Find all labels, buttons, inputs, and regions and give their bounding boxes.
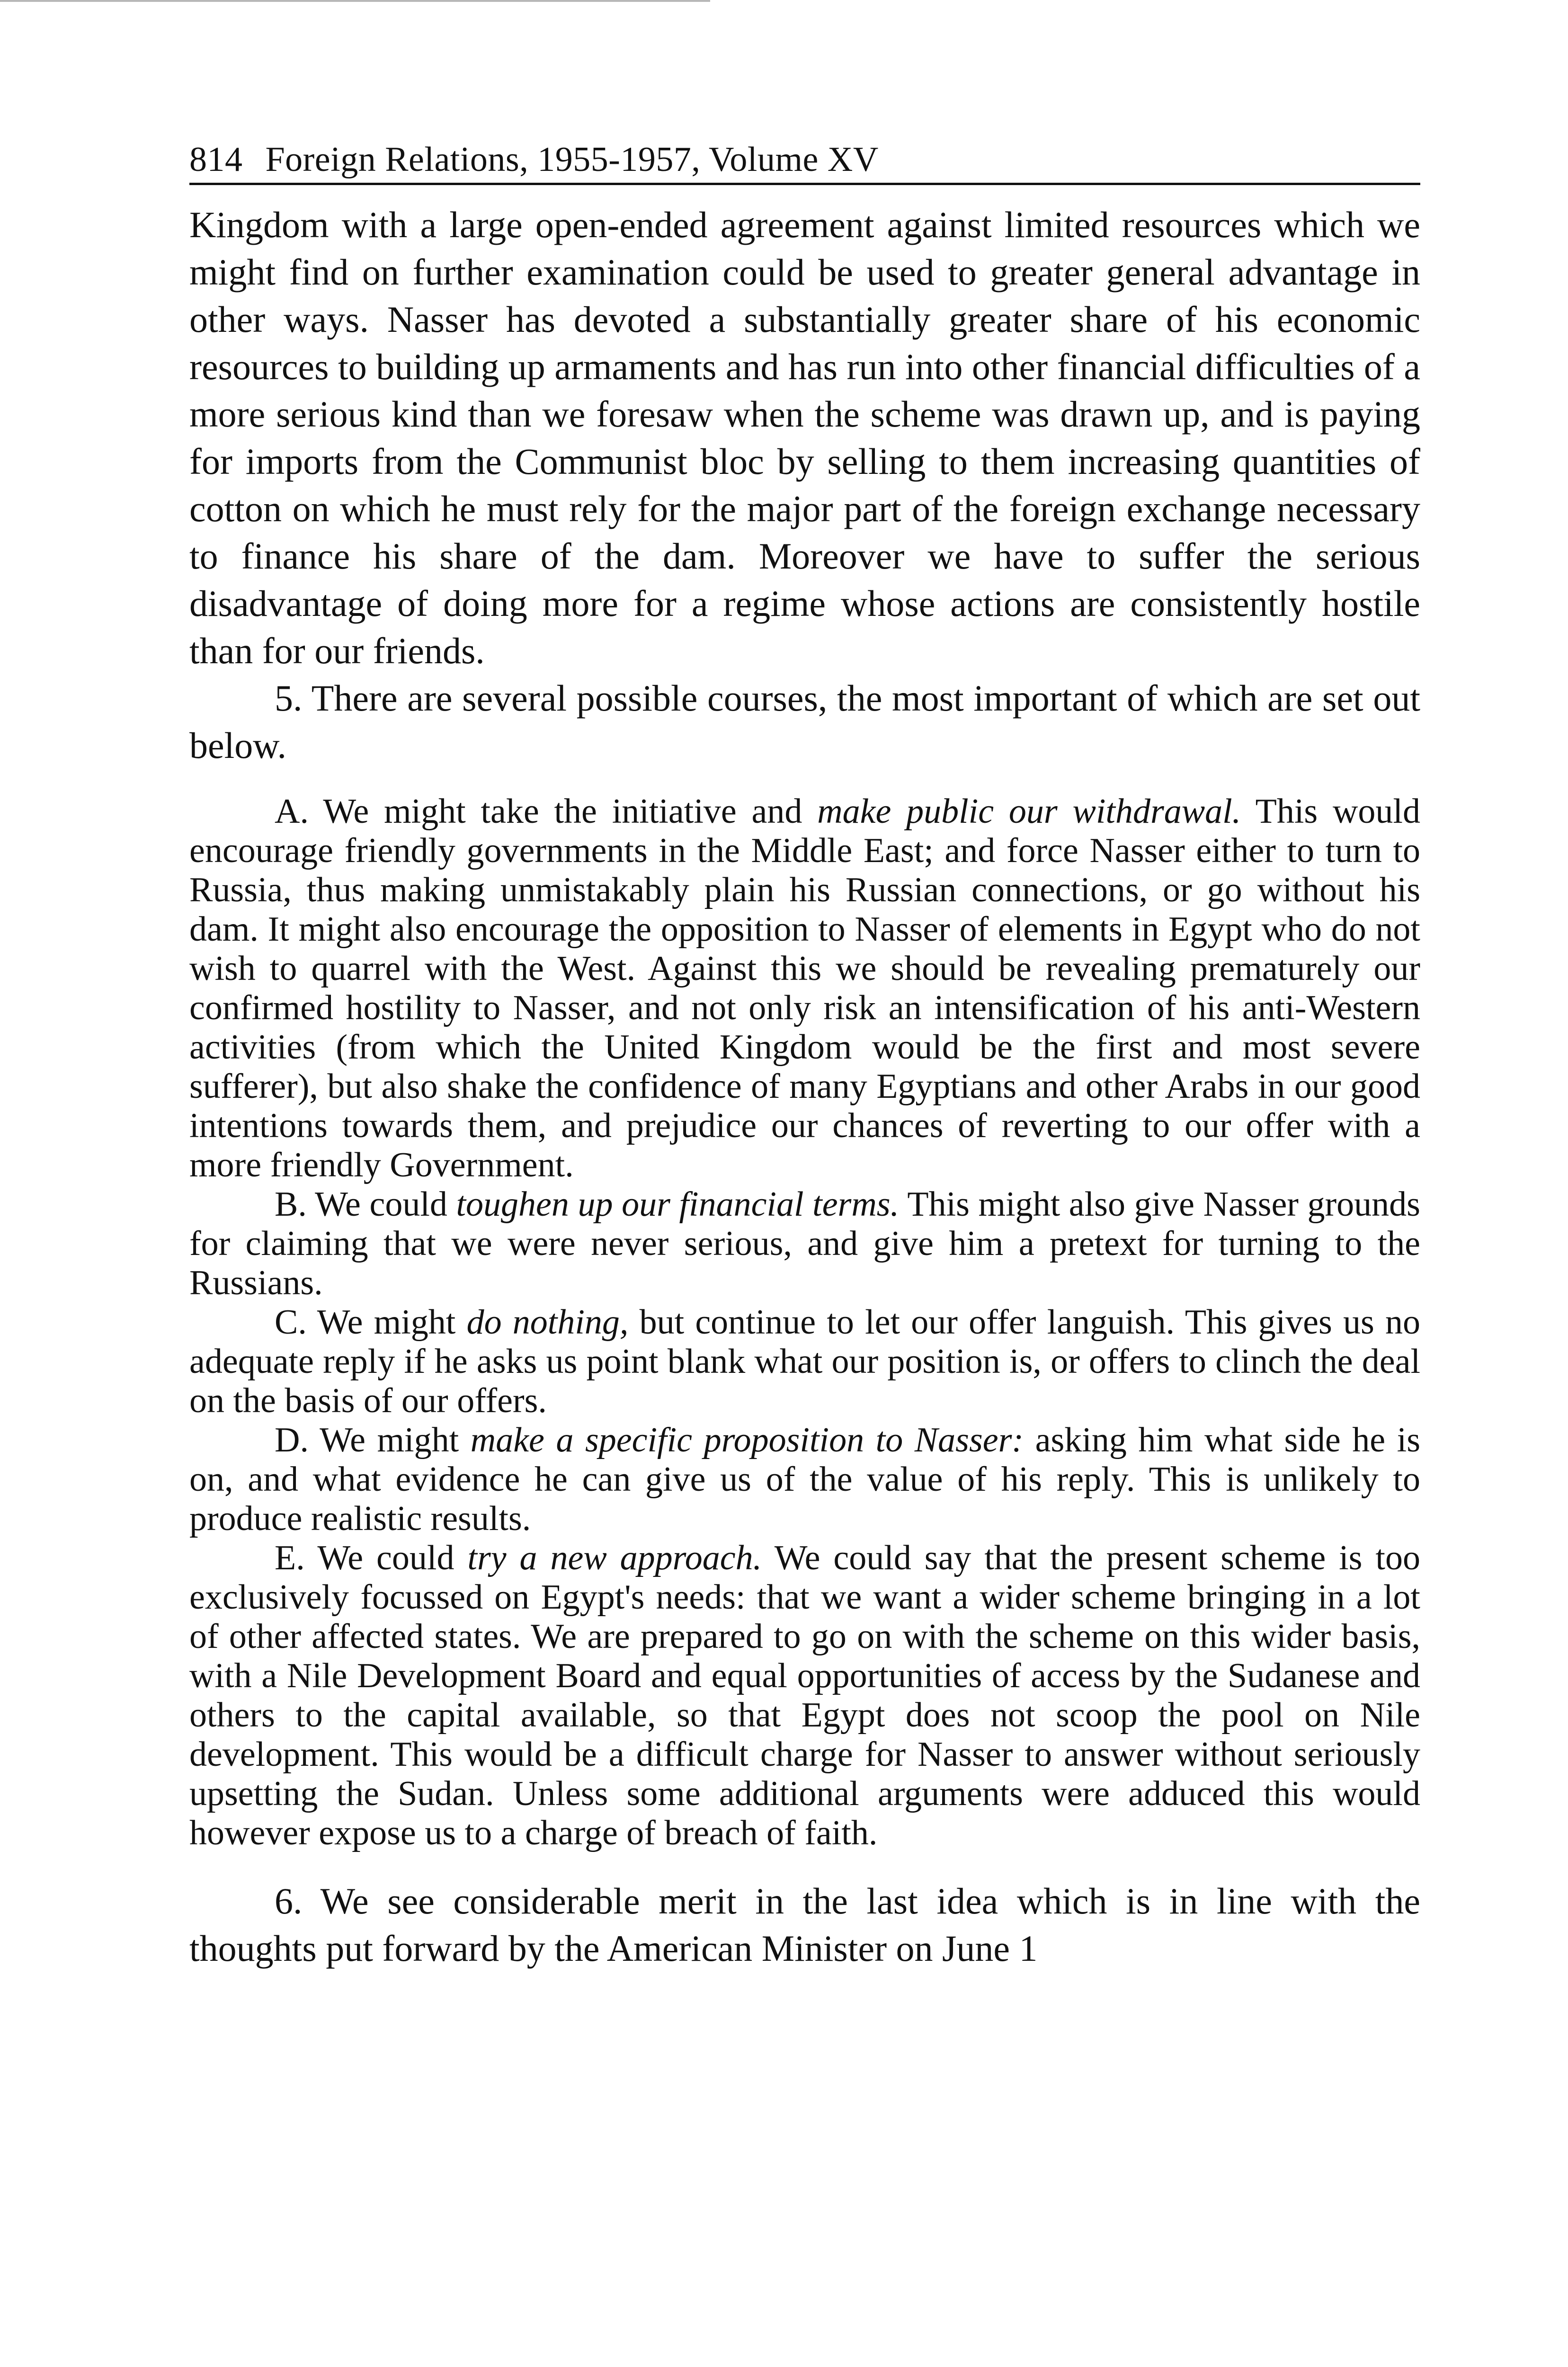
- option-c-text: but continue to let our offer languish. This gives us no adequate reply if he asks us point blank what our position is, or offers to clinch the deal on the basis of our offers.: [189, 1303, 1420, 1420]
- option-e-lead: E. We could: [275, 1539, 468, 1577]
- option-a-emphasis: make public our withdrawal.: [817, 792, 1241, 831]
- option-c-lead: C. We might: [275, 1303, 467, 1342]
- running-header: [189, 142, 1420, 185]
- option-b-lead: B. We could: [275, 1185, 456, 1224]
- paragraph-6: 6. We see considerable merit in the last idea which is in line with the thoughts put forward by the American Minister on June 1: [189, 1880, 1420, 1969]
- page-number: 814: [189, 140, 243, 179]
- option-d-emphasis: make a specific proposition to Nasser:: [470, 1421, 1024, 1459]
- scan-edge-line: [0, 0, 710, 2]
- option-a: [189, 792, 1420, 1185]
- option-a-lead: A. We might take the initiative and: [275, 792, 818, 831]
- option-b: [189, 1185, 1420, 1303]
- option-a-text: This would encourage friendly governments in the Middle East; and force Nasser either to turn to Russia, thus making unmistakably plain his Russian connections, or go without his dam. It might also encourage the opposition to Nasser of elements in Egypt who do not wish to quarrel with the West. Against this we should be revealing prematurely our confirmed hostility to Nasser, and not only risk an intensification of his anti-Western activities (from which the United Kingdom would be the first and most severe sufferer), but also shake the confidence of many Egyptians and other Arabs in our good intentions towards them, and prejudice our chances of reverting to our offer with a more friendly Government.: [189, 792, 1420, 1184]
- running-title: Foreign Relations, 1955-1957, Volume XV: [265, 140, 879, 179]
- option-c-emphasis: do nothing,: [466, 1303, 629, 1342]
- paragraph-continued: Kingdom with a large open-ended agreement against limited resources which we might find on further examination could be used to greater general advantage in other ways. Nasser has devoted a substantially greater share of his economic resources to building up armaments and has run into other financial difficulties of a more serious kind than we foresaw when the scheme was drawn up, and is paying for imports from the Communist bloc by selling to them increasing quantities of cotton on which he must rely for the major part of the foreign exchange necessary to finance his share of the dam. Moreover we have to suffer the serious disadvantage of doing more for a regime whose actions are consistently hostile than for our friends.: [189, 204, 1421, 671]
- option-d: [189, 1421, 1420, 1539]
- option-e-emphasis: try a new approach.: [467, 1539, 762, 1577]
- spacer: [189, 1853, 1420, 1878]
- option-e-text: We could say that the present scheme is too exclusively focussed on Egypt's needs: that we want a wider scheme bringing in a lot of other affected states. We are prepared to go on with the scheme on this wider basis, with a Nile Development Board and equal opportunities of access by the Sudanese and others to the capital available, so that Egypt does not scoop the pool on Nile development. This would be a difficult charge for Nasser to answer without seriously upsetting the Sudan. Unless some additional arguments were adduced this would however expose us to a charge of breach of faith.: [189, 1539, 1420, 1852]
- option-d-lead: D. We might: [275, 1421, 471, 1459]
- paragraph-5: 5. There are several possible courses, the most important of which are set out below.: [189, 677, 1420, 766]
- spacer: [189, 769, 1420, 792]
- option-e: [189, 1539, 1420, 1853]
- option-b-emphasis: toughen up our financial terms.: [456, 1185, 900, 1224]
- option-b-text: This might also give Nasser grounds for claiming that we were never serious, and give him a pretext for turning to the Russians.: [189, 1185, 1420, 1302]
- option-d-text: asking him what side he is on, and what evidence he can give us of the value of his reply. This is unlikely to produce realistic results.: [189, 1421, 1421, 1538]
- option-c: [189, 1303, 1420, 1421]
- document-page: [189, 142, 1420, 1972]
